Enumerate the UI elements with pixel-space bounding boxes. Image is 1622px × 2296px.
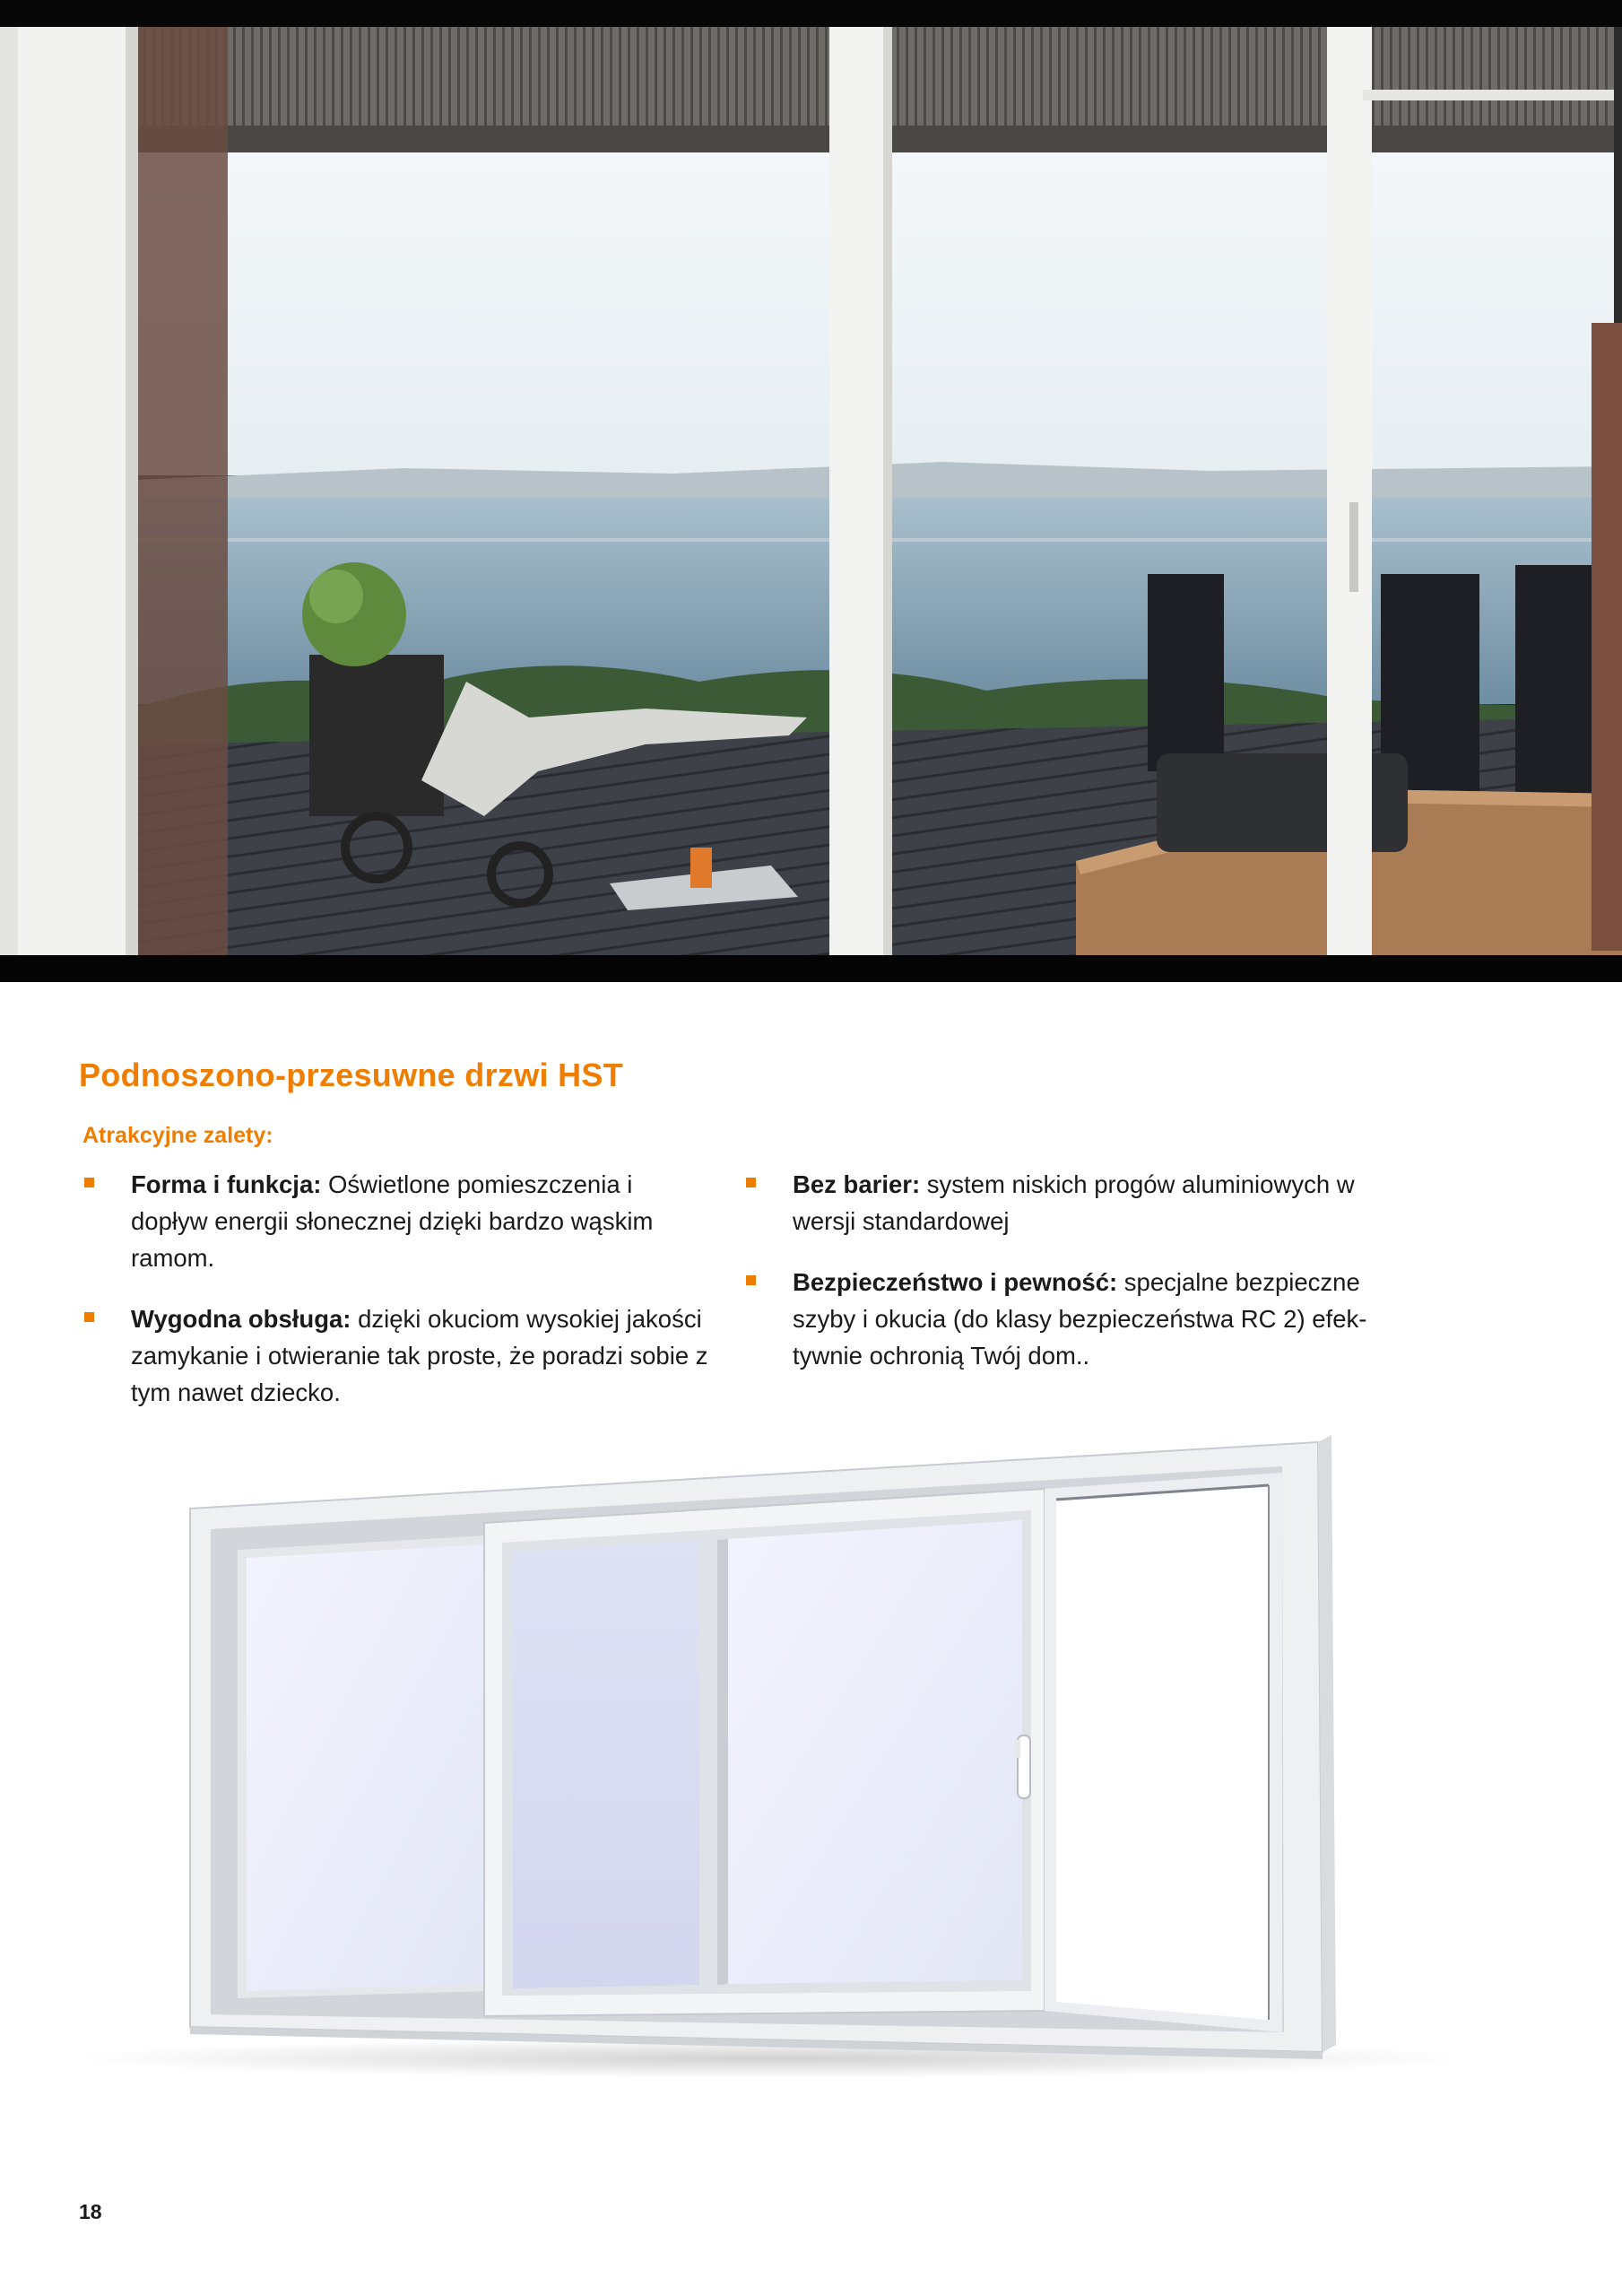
feature-text: Oświetlone pomieszczenia i dopływ energii słonecznej dzięki bardzo wąskim ramom. [131, 1170, 654, 1272]
terrace-view-illustration [0, 0, 1622, 982]
square-bullet-icon [84, 1178, 94, 1187]
product-image [54, 1417, 1453, 2099]
feature-text: dzięki okuciom wysokiej jakości zamykanie i otwieranie tak proste, że poradzi sobie z tym nawet dziecko. [131, 1305, 708, 1406]
feature-text: system niskich progów aluminiowych w wersji standardowej [793, 1170, 1355, 1235]
section-subtitle: Atrakcyjne zalety: [82, 1123, 273, 1148]
feature-heading: Bez barier: [793, 1170, 921, 1198]
feature-item [82, 1166, 710, 1276]
square-bullet-icon [746, 1178, 756, 1187]
feature-heading: Bezpieczeństwo i pewność: [793, 1268, 1118, 1296]
square-bullet-icon [746, 1275, 756, 1285]
feature-heading: Wygodna obsługa: [131, 1305, 351, 1333]
hst-sliding-door-illustration [54, 1417, 1453, 2099]
hero-photo [0, 0, 1622, 982]
page-number: 18 [79, 2200, 102, 2223]
features-column-left [82, 1166, 710, 1435]
feature-text: specjalne bezpieczne szyby i okucia (do klasy bezpieczeństwa RC 2) efektywnie ochronią Twój dom.. [793, 1268, 1367, 1370]
feature-heading: Forma i funkcja: [131, 1170, 322, 1198]
feature-item [744, 1264, 1372, 1374]
features-column-right [744, 1166, 1372, 1398]
page-title: Podnoszono-przesuwne drzwi HST [79, 1057, 624, 1093]
feature-item [82, 1300, 710, 1411]
square-bullet-icon [84, 1312, 94, 1322]
feature-item [744, 1166, 1372, 1239]
